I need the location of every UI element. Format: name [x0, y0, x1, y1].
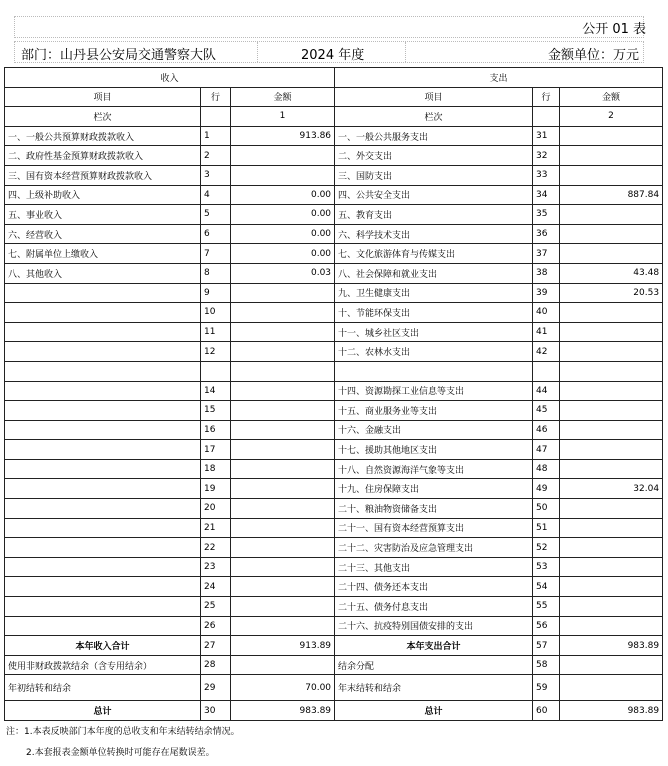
footnote: 2.本套报表金额单位转换时可能存在尾数误差。 [26, 748, 215, 758]
line-number: 34 [533, 185, 560, 205]
expense-item: 二十三、其他支出 [335, 557, 533, 577]
department-name: 部门：山丹县公安局交通警察大队 [21, 48, 217, 63]
income-item [5, 577, 201, 597]
income-item [5, 499, 201, 519]
income-line-header: 行 [201, 87, 231, 107]
carry-over-row [5, 675, 663, 701]
line-number: 28 [201, 655, 231, 675]
divider [257, 42, 258, 62]
line-number: 55 [533, 597, 560, 617]
empty-cell [231, 655, 335, 675]
income-item [5, 322, 201, 342]
line-number: 51 [533, 518, 560, 538]
income-amount [231, 557, 335, 577]
annual-expense-total-amount: 983.89 [560, 636, 663, 656]
line-number: 38 [533, 263, 560, 283]
line-number [533, 361, 560, 381]
expense-amount: 20.53 [560, 283, 663, 303]
line-number: 40 [533, 303, 560, 323]
line-number: 5 [201, 205, 231, 225]
line-number: 57 [533, 636, 560, 656]
empty-cell [533, 107, 560, 127]
line-number: 20 [201, 499, 231, 519]
expense-item: 十七、援助其他地区支出 [335, 440, 533, 460]
expense-amount [560, 322, 663, 342]
expense-amount [560, 303, 663, 323]
line-number: 58 [533, 655, 560, 675]
expense-amount: 32.04 [560, 479, 663, 499]
line-number: 30 [201, 701, 231, 721]
line-number: 11 [201, 322, 231, 342]
expense-line-header: 行 [533, 87, 560, 107]
empty-cell [560, 675, 663, 701]
table-row [5, 361, 663, 381]
table-row [5, 381, 663, 401]
income-item [5, 401, 201, 421]
income-column-label: 栏次 [5, 107, 201, 127]
expense-column-label: 栏次 [335, 107, 533, 127]
line-number: 36 [533, 224, 560, 244]
expense-amount [560, 126, 663, 146]
line-number: 60 [533, 701, 560, 721]
line-number: 25 [201, 597, 231, 617]
line-number: 6 [201, 224, 231, 244]
income-amount: 0.03 [231, 263, 335, 283]
expense-amount [560, 557, 663, 577]
grand-total-row [5, 701, 663, 721]
table-row [5, 224, 663, 244]
fiscal-year: 2024 年度 [301, 48, 365, 63]
expense-item: 十一、城乡社区支出 [335, 322, 533, 342]
footnote: 注：1.本表反映部门本年度的总收支和年末结转结余情况。 [6, 727, 240, 737]
line-number: 14 [201, 381, 231, 401]
expense-amount [560, 381, 663, 401]
income-amount [231, 597, 335, 617]
footnotes [6, 722, 240, 764]
income-amount: 0.00 [231, 185, 335, 205]
line-number: 1 [201, 126, 231, 146]
income-amount: 0.00 [231, 224, 335, 244]
expense-amount [560, 616, 663, 636]
line-number: 9 [201, 283, 231, 303]
closing-carry-label: 年末结转和结余 [335, 675, 533, 701]
expense-item: 二十、粮油物资储备支出 [335, 499, 533, 519]
income-item [5, 518, 201, 538]
table-row [5, 616, 663, 636]
line-number: 23 [201, 557, 231, 577]
line-number: 4 [201, 185, 231, 205]
expense-amount [560, 224, 663, 244]
expense-item: 二十四、债务还本支出 [335, 577, 533, 597]
divider [405, 42, 406, 62]
expense-amount [560, 440, 663, 460]
income-item [5, 479, 201, 499]
income-amount: 913.86 [231, 126, 335, 146]
table-row [5, 283, 663, 303]
income-item [5, 459, 201, 479]
expense-item: 十八、自然资源海洋气象等支出 [335, 459, 533, 479]
form-code: 公开 01 表 [582, 22, 646, 37]
income-item [5, 342, 201, 362]
income-amount [231, 518, 335, 538]
expense-item: 二十六、抗疫特别国债安排的支出 [335, 616, 533, 636]
table-row [5, 303, 663, 323]
line-number: 26 [201, 616, 231, 636]
line-number: 29 [201, 675, 231, 701]
line-number: 27 [201, 636, 231, 656]
income-item: 八、其他收入 [5, 263, 201, 283]
income-item [5, 557, 201, 577]
info-bar [14, 41, 644, 63]
income-amount: 0.00 [231, 205, 335, 225]
expense-item: 二十二、灾害防治及应急管理支出 [335, 538, 533, 558]
line-number: 19 [201, 479, 231, 499]
income-item [5, 597, 201, 617]
income-amount [231, 165, 335, 185]
line-number: 37 [533, 244, 560, 264]
column-number-row [5, 107, 663, 127]
income-item-header: 项目 [5, 87, 201, 107]
expense-amount: 43.48 [560, 263, 663, 283]
expense-item: 四、公共安全支出 [335, 185, 533, 205]
line-number: 41 [533, 322, 560, 342]
line-number: 48 [533, 459, 560, 479]
income-item [5, 538, 201, 558]
line-number: 21 [201, 518, 231, 538]
line-number: 49 [533, 479, 560, 499]
expense-amount [560, 518, 663, 538]
section-header-row [5, 68, 663, 88]
income-amount [231, 361, 335, 381]
column-header-row [5, 87, 663, 107]
line-number: 17 [201, 440, 231, 460]
table-row [5, 440, 663, 460]
income-amount [231, 459, 335, 479]
table-row [5, 244, 663, 264]
income-amount [231, 303, 335, 323]
amount-unit: 金额单位：万元 [547, 48, 639, 63]
income-item: 六、经营收入 [5, 224, 201, 244]
table-row [5, 597, 663, 617]
income-item: 五、事业收入 [5, 205, 201, 225]
expense-item: 八、社会保障和就业支出 [335, 263, 533, 283]
expense-amount [560, 361, 663, 381]
line-number: 44 [533, 381, 560, 401]
income-item: 一、一般公共预算财政拨款收入 [5, 126, 201, 146]
line-number: 16 [201, 420, 231, 440]
income-amount [231, 577, 335, 597]
income-amount [231, 420, 335, 440]
expense-item-header: 项目 [335, 87, 533, 107]
line-number: 53 [533, 557, 560, 577]
line-number: 3 [201, 165, 231, 185]
expense-grand-total-amount: 983.89 [560, 701, 663, 721]
annual-expense-total-label: 本年支出合计 [335, 636, 533, 656]
expense-grand-total-label: 总计 [335, 701, 533, 721]
expense-item: 十二、农林水支出 [335, 342, 533, 362]
line-number: 2 [201, 146, 231, 166]
line-number: 22 [201, 538, 231, 558]
expense-item: 二十一、国有资本经营预算支出 [335, 518, 533, 538]
expense-header: 支出 [335, 68, 663, 88]
line-number: 15 [201, 401, 231, 421]
table-row [5, 557, 663, 577]
income-amount: 0.00 [231, 244, 335, 264]
expense-amount [560, 146, 663, 166]
table-row [5, 126, 663, 146]
income-item [5, 283, 201, 303]
line-number: 32 [533, 146, 560, 166]
income-item [5, 303, 201, 323]
income-amount [231, 499, 335, 519]
income-amount [231, 538, 335, 558]
table-row [5, 420, 663, 440]
income-amount [231, 146, 335, 166]
income-amount [231, 401, 335, 421]
income-grand-total-amount: 983.89 [231, 701, 335, 721]
expense-item: 二十五、债务付息支出 [335, 597, 533, 617]
line-number: 54 [533, 577, 560, 597]
expense-item: 九、卫生健康支出 [335, 283, 533, 303]
income-item: 二、政府性基金预算财政拨款收入 [5, 146, 201, 166]
expense-item: 一、一般公共服务支出 [335, 126, 533, 146]
table-row [5, 165, 663, 185]
expense-item [335, 361, 533, 381]
income-expense-table [4, 67, 663, 721]
income-amount [231, 322, 335, 342]
line-number: 59 [533, 675, 560, 701]
annual-income-total-amount: 913.89 [231, 636, 335, 656]
table-row [5, 342, 663, 362]
line-number: 45 [533, 401, 560, 421]
table-row [5, 205, 663, 225]
line-number: 12 [201, 342, 231, 362]
income-item [5, 420, 201, 440]
expense-amount [560, 538, 663, 558]
income-amount [231, 440, 335, 460]
income-item [5, 361, 201, 381]
income-amount-header: 金额 [231, 87, 335, 107]
income-grand-total-label: 总计 [5, 701, 201, 721]
line-number: 31 [533, 126, 560, 146]
expense-item: 十、节能环保支出 [335, 303, 533, 323]
line-number: 39 [533, 283, 560, 303]
line-number: 47 [533, 440, 560, 460]
expense-item: 七、文化旅游体育与传媒支出 [335, 244, 533, 264]
line-number: 18 [201, 459, 231, 479]
expense-item: 三、国防支出 [335, 165, 533, 185]
income-item [5, 440, 201, 460]
opening-carry-amount: 70.00 [231, 675, 335, 701]
income-column-number: 1 [231, 107, 335, 127]
surplus-distribution-label: 结余分配 [335, 655, 533, 675]
expense-amount: 887.84 [560, 185, 663, 205]
line-number: 42 [533, 342, 560, 362]
expense-amount [560, 401, 663, 421]
table-row [5, 146, 663, 166]
expense-amount [560, 244, 663, 264]
table-row [5, 577, 663, 597]
income-item [5, 616, 201, 636]
expense-amount [560, 342, 663, 362]
income-amount [231, 479, 335, 499]
table-row [5, 499, 663, 519]
expense-item: 十六、金融支出 [335, 420, 533, 440]
empty-cell [560, 655, 663, 675]
line-number: 10 [201, 303, 231, 323]
annual-income-total-label: 本年收入合计 [5, 636, 201, 656]
form-code-bar [14, 16, 644, 38]
expense-column-number: 2 [560, 107, 663, 127]
table-row [5, 322, 663, 342]
table-row [5, 479, 663, 499]
expense-amount [560, 597, 663, 617]
line-number: 33 [533, 165, 560, 185]
line-number: 35 [533, 205, 560, 225]
line-number: 8 [201, 263, 231, 283]
income-amount [231, 283, 335, 303]
surplus-use-label: 使用非财政拨款结余（含专用结余） [5, 655, 201, 675]
annual-total-row [5, 636, 663, 656]
line-number: 46 [533, 420, 560, 440]
expense-amount [560, 420, 663, 440]
expense-amount [560, 577, 663, 597]
income-amount [231, 342, 335, 362]
line-number: 50 [533, 499, 560, 519]
line-number [201, 361, 231, 381]
income-item: 七、附属单位上缴收入 [5, 244, 201, 264]
expense-item: 十九、住房保障支出 [335, 479, 533, 499]
line-number: 24 [201, 577, 231, 597]
income-item: 三、国有资本经营预算财政拨款收入 [5, 165, 201, 185]
line-number: 7 [201, 244, 231, 264]
expense-amount-header: 金额 [560, 87, 663, 107]
income-amount [231, 381, 335, 401]
expense-amount [560, 165, 663, 185]
table-row [5, 459, 663, 479]
income-header: 收入 [5, 68, 335, 88]
table-row [5, 401, 663, 421]
income-amount [231, 616, 335, 636]
expense-item: 二、外交支出 [335, 146, 533, 166]
expense-amount [560, 459, 663, 479]
expense-amount [560, 205, 663, 225]
line-number: 56 [533, 616, 560, 636]
income-item [5, 381, 201, 401]
table-row [5, 263, 663, 283]
table-row [5, 185, 663, 205]
expense-item: 六、科学技术支出 [335, 224, 533, 244]
expense-item: 十四、资源勘探工业信息等支出 [335, 381, 533, 401]
opening-carry-label: 年初结转和结余 [5, 675, 201, 701]
expense-amount [560, 499, 663, 519]
income-item: 四、上级补助收入 [5, 185, 201, 205]
surplus-use-row [5, 655, 663, 675]
expense-item: 十五、商业服务业等支出 [335, 401, 533, 421]
expense-item: 五、教育支出 [335, 205, 533, 225]
empty-cell [201, 107, 231, 127]
table-row [5, 538, 663, 558]
line-number: 52 [533, 538, 560, 558]
table-row [5, 518, 663, 538]
